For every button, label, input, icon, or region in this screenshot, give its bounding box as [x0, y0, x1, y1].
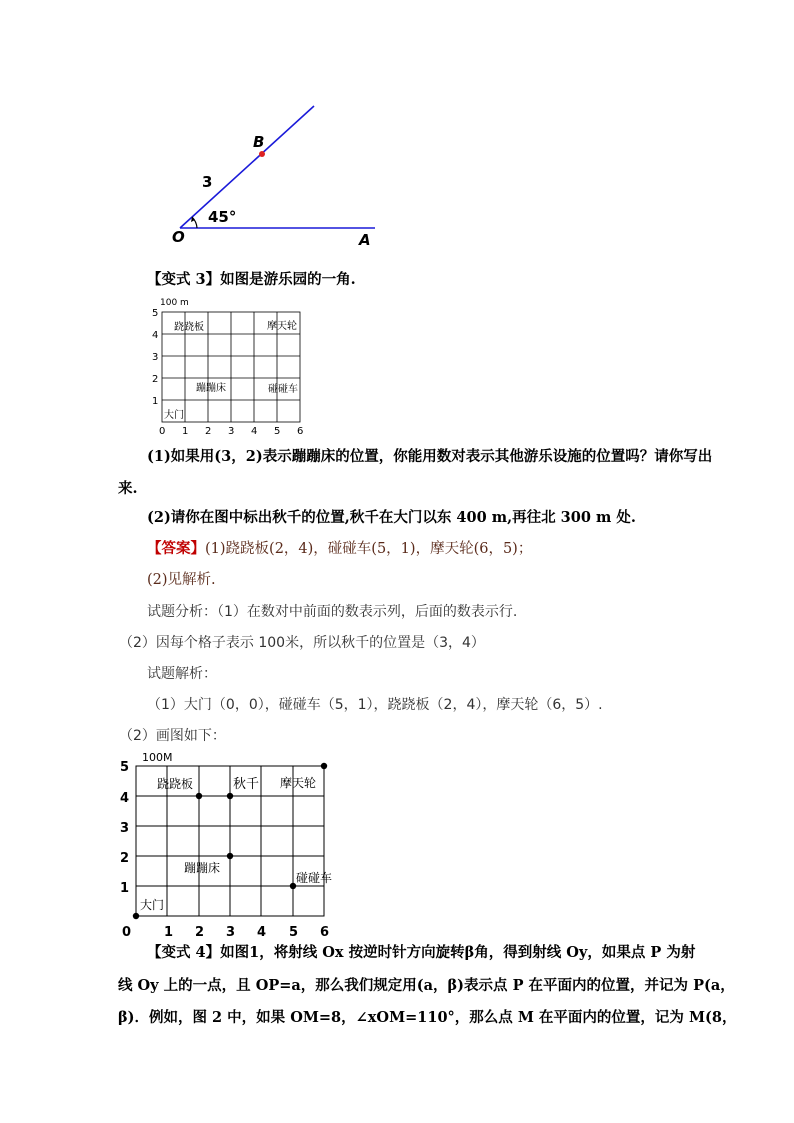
point-bengbengchuang: [227, 853, 233, 859]
ray-ob: [180, 106, 314, 228]
y-tick: 5: [152, 308, 159, 319]
x-tick: 3: [226, 925, 236, 940]
label-o: O: [172, 228, 185, 246]
park-grid-small: [140, 294, 320, 440]
y-tick: 4: [120, 791, 130, 806]
point-b: [259, 151, 265, 157]
q1-line1: (1)如果用(3，2)表示蹦蹦床的位置，你能用数对表示其他游乐设施的位置吗？请你写出: [147, 448, 713, 465]
place-pengpengche: 碰碰车: [268, 384, 298, 395]
answer-tag: 【答案】: [147, 540, 205, 557]
x-tick: 2: [205, 426, 212, 437]
unit-label: 100 m: [160, 298, 189, 308]
x-tick: 2: [195, 925, 205, 940]
y-tick: 1: [152, 396, 159, 407]
q2: (2)请你在图中标出秋千的位置,秋千在大门以东 400 m,再往北 300 m 处.: [147, 509, 636, 526]
x-tick: 4: [257, 925, 267, 940]
answer-1: (1)跷跷板(2，4)，碰碰车(5，1)，摩天轮(6，5)；: [205, 541, 533, 557]
variant3-title: 【变式 3】如图是游乐园的一角.: [147, 271, 356, 288]
variant4-line2: 线 Oy 上的一点，且 OP=a，那么我们规定用(a，β)表示点 P 在平面内的位置，并记为 P(a，: [118, 977, 735, 994]
place-qiuqian: 秋千: [233, 777, 260, 792]
x-tick: 5: [274, 426, 281, 437]
x-tick: 5: [289, 925, 299, 940]
place-motianlun: 摩天轮: [267, 321, 297, 332]
q1-line2: 来.: [118, 480, 138, 497]
analysis-2: （2）因每个格子表示 100米，所以秋千的位置是（3，4）: [119, 635, 485, 651]
y-tick: 3: [120, 821, 130, 836]
place-damen: 大门: [140, 898, 165, 912]
solution-1: （1）大门（0，0），碰碰车（5，1），跷跷板（2，4），摩天轮（6，5）.: [147, 697, 603, 713]
place-pengpengche: 碰碰车: [296, 871, 333, 885]
solution-title: 试题解析：: [147, 666, 217, 682]
x-tick: 6: [320, 925, 330, 940]
solution-2: （2）画图如下：: [119, 728, 226, 744]
analysis-1: 试题分析：（1）在数对中前面的数表示列，后面的数表示行.: [147, 604, 518, 620]
place-damen: 大门: [164, 410, 184, 421]
y-tick: 1: [120, 881, 130, 896]
label-angle: 45°: [208, 208, 237, 226]
place-tiaotiaoban: 跷跷板: [157, 777, 194, 791]
label-length: 3: [202, 173, 213, 191]
place-motianlun: 摩天轮: [280, 776, 317, 790]
park-grid-large: [112, 746, 342, 942]
point-motianlun: [321, 763, 327, 769]
x-tick: 0: [159, 426, 166, 437]
place-bengbengchuang: 蹦蹦床: [196, 383, 226, 394]
label-b: B: [253, 133, 265, 151]
variant4-line3: β)．例如，图 2 中，如果 OM=8，∠xOM=110°，那么点 M 在平面内的位置，记为 M(8，: [118, 1009, 737, 1026]
place-tiaotiaoban: 跷跷板: [174, 322, 204, 333]
x-tick: 4: [251, 426, 258, 437]
y-tick: 2: [120, 851, 130, 866]
unit-label: 100M: [142, 751, 173, 764]
point-qiuqian: [227, 793, 233, 799]
x-tick: 1: [182, 426, 189, 437]
x-tick: 1: [164, 925, 174, 940]
variant4-line1: 【变式 4】如图1，将射线 Ox 按逆时针方向旋转β角，得到射线 Oy，如果点 P 为射: [147, 944, 696, 961]
point-damen: [133, 913, 139, 919]
y-tick: 4: [152, 330, 159, 341]
label-a: A: [359, 231, 371, 249]
y-tick: 2: [152, 374, 159, 385]
place-bengbengchuang: 蹦蹦床: [184, 861, 221, 875]
x-tick: 0: [122, 925, 132, 940]
y-tick: 5: [120, 760, 130, 775]
answer-2: (2)见解析.: [147, 572, 216, 588]
angle-figure: [160, 98, 390, 253]
y-tick: 3: [152, 352, 159, 363]
x-tick: 6: [297, 426, 304, 437]
answer-line1: [147, 539, 532, 559]
x-tick: 3: [228, 426, 235, 437]
point-tiaotiaoban: [196, 793, 202, 799]
